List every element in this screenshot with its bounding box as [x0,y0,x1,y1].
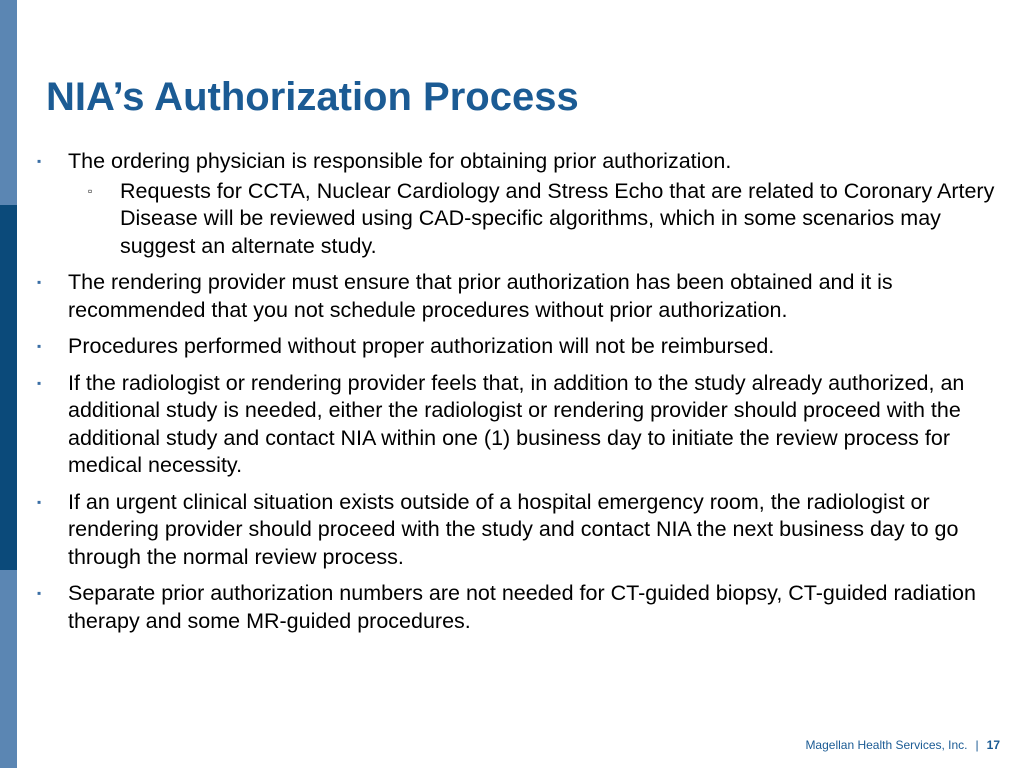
bullet-item [36,370,996,480]
slide-footer [805,738,1000,752]
square-bullet-icon: ▪ [37,586,42,600]
side-accent-bar-middle [0,205,17,570]
square-bullet-icon: ▪ [37,275,42,289]
bullet-list [36,148,996,635]
bullet-text: The rendering provider must ensure that prior authorization has been obtained and it is recommended that you not schedule procedures without prior authorization. [68,270,893,322]
square-bullet-icon: ▪ [37,494,42,509]
bullet-text: If the radiologist or rendering provider feels that, in addition to the study already authorized, an additional study is needed, either the radiologist or rendering provider should proceed with the additional study and contact NIA within one (1) business day to initiate the review process for medical necessity. [68,370,965,477]
hollow-square-bullet-icon: ▫ [88,183,93,198]
bullet-item [36,269,996,324]
bullet-text: If an urgent clinical situation exists outside of a hospital emergency room, the radiologist or rendering provider should proceed with the study and contact NIA the next business day to go through the normal review process. [68,489,959,569]
bullet-item [36,489,996,572]
bullet-item [36,333,996,361]
sub-bullet-text: Requests for CCTA, Nuclear Cardiology and Stress Echo that are related to Coronary Artery Disease will be reviewed using CAD-specific algorithms, which in some scenarios may suggest an alternate study. [120,178,995,258]
bullet-text: Procedures performed without proper authorization will not be reimbursed. [68,334,775,358]
footer-separator: | [975,738,979,752]
bullet-text: The ordering physician is responsible for obtaining prior authorization. [68,149,732,173]
sub-bullet-item [88,178,996,261]
side-accent-bar-bottom [0,570,17,768]
side-accent-bar-top [0,0,17,205]
slide-title: NIA’s Authorization Process [46,75,579,119]
bullet-item [36,580,996,635]
bullet-item [36,148,996,176]
bullet-text: Separate prior authorization numbers are not needed for CT-guided biopsy, CT-guided radiation therapy and some MR-guided procedures. [68,581,976,633]
square-bullet-icon: ▪ [37,154,42,168]
square-bullet-icon: ▪ [37,339,42,353]
page-number: 17 [986,738,1000,752]
square-bullet-icon: ▪ [37,375,42,390]
footer-company: Magellan Health Services, Inc. [805,738,968,752]
